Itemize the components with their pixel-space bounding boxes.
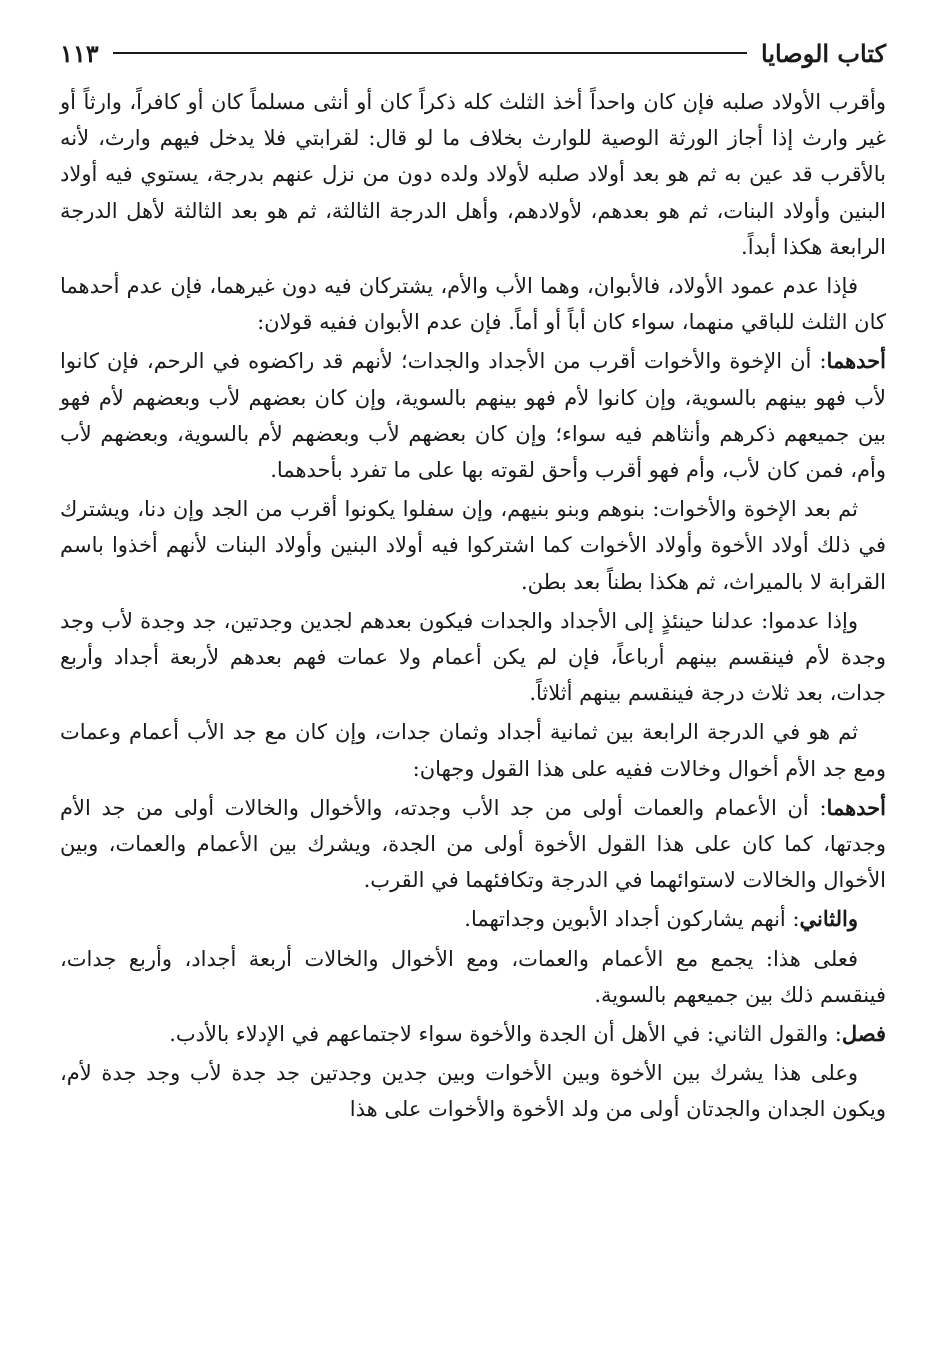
paragraph — [60, 491, 886, 600]
paragraph-text: وأقرب الأولاد صلبه فإن كان واحداً أخذ الثلث كله ذكراً كان أو أنثى مسلماً كان أو كافراً، وارثاً أو غير وارث إذا أجاز الورثة الوصية للوارث بخلاف ما لو قال: لقرابتي فلا يدخل فيهم وارث، لأنه بالأقرب قد عين به ثم هو بعد أولاد صلبه لأولاد ولده دون من نزل عنهم بدرجة، يستوي فيه أولاد البنين وأولاد البنات، ثم هو بعدهم، لأولادهم، وأهل الدرجة الثالثة، ثم هو بعد الثالثة لأهل الدرجة الرابعة هكذا أبداً. — [60, 90, 886, 259]
paragraph — [60, 790, 886, 899]
paragraph — [60, 901, 886, 937]
paragraph — [60, 714, 886, 786]
paragraph-text: : أن الإخوة والأخوات أقرب من الأجداد والجدات؛ لأنهم قد راكضوه في الرحم، فإن كانوا لأب فهو بينهم بالسوية، وإن كانوا لأم فهو بينهم بالسوية، وإن كان بعضهم لأب وبعضهم لأم فهو بين جميعهم ذكرهم وأنثاهم فيه سواء؛ وإن كان بعضهم لأب وبعضهم لأم بالسوية، وبعضهم لأب وأم، فمن كان لأب، وأم فهو أقرب وأحق لقوته بها على ما تفرد بأحدهما. — [60, 349, 886, 483]
paragraph — [60, 268, 886, 340]
paragraph — [60, 343, 886, 488]
paragraph-text: ثم بعد الإخوة والأخوات: بنوهم وبنو بنيهم، وإن سفلوا يكونوا أقرب من الجد وإن دنا، ويشترك في ذلك أولاد الأخوة وأولاد الأخوات كما اشتركوا فيه أولاد البنين وأولاد البنات لأنهم أخذوا باسم القرابة لا بالميراث، ثم هكذا بطناً بعد بطن. — [60, 497, 886, 594]
paragraph-text: ثم هو في الدرجة الرابعة بين ثمانية أجداد وثمان جدات، وإن كان مع جد الأب أعمام وعمات ومع جد الأم أخوال وخالات ففيه على هذا القول وجهان: — [60, 720, 886, 781]
paragraph-text: وعلى هذا يشرك بين الأخوة وبين الأخوات وبين جدين وجدتين جد جدة لأب وجد جدة لأم، ويكون الجدان والجدتان أولى من ولد الأخوة والأخوات على هذا — [60, 1061, 886, 1122]
paragraph — [60, 1055, 886, 1127]
book-title: كتاب الوصايا — [761, 38, 886, 68]
running-header — [60, 28, 886, 78]
paragraph-lead: أحدهما — [826, 348, 886, 374]
paragraph-text: فإذا عدم عمود الأولاد، فالأبوان، وهما الأب والأم، يشتركان فيه دون غيرهما، فإن عدم أحدهما كان الثلث للباقي منهما، سواء كان أباً أو أماً. فإن عدم الأبوان ففيه قولان: — [60, 274, 886, 335]
paragraph — [60, 603, 886, 712]
paragraph — [60, 1016, 886, 1052]
paragraph — [60, 84, 886, 265]
book-page — [60, 28, 886, 1131]
paragraph — [60, 941, 886, 1013]
paragraph-lead: والثاني — [799, 906, 858, 932]
header-rule — [113, 52, 747, 54]
paragraph-text: : والقول الثاني: في الأهل أن الجدة والأخوة سواء لاجتماعهم في الإدلاء بالأدب. — [169, 1022, 842, 1047]
paragraph-lead: فصل — [841, 1021, 886, 1047]
paragraph-lead: أحدهما — [826, 794, 886, 820]
paragraph-text: فعلى هذا: يجمع مع الأعمام والعمات، ومع الأخوال والخالات أربعة أجداد، وأربع جدات، فينقسم ذلك بين جميعهم بالسوية. — [60, 946, 886, 1007]
paragraph-text: : أن الأعمام والعمات أولى من جد الأب وجدته، والأخوال والخالات أولى من جد الأم وجدتها، كما كان على هذا القول الأخوة أولى من الجدة، ويشرك بين الأعمام والعمات، وبين الأخوال والخالات لاستوائهما في الدرجة وتكافئهما في القرب. — [60, 795, 886, 893]
paragraph-text: : أنهم يشاركون أجداد الأبوين وجداتهما. — [464, 907, 800, 932]
page-number: ١١٣ — [60, 38, 99, 68]
paragraph-text: وإذا عدموا: عدلنا حينئذٍ إلى الأجداد والجدات فيكون بعدهم لجدين وجدتين، جد وجدة لأب وجد وجدة لأم فينقسم بينهم أرباعاً، فإن لم يكن أعمام ولا عمات فهم بعدهم لأربعة أجداد وأربع جدات، بعد ثلاث درجة فينقسم بينهم أثلاثاً. — [60, 608, 886, 706]
page-body — [60, 84, 886, 1128]
